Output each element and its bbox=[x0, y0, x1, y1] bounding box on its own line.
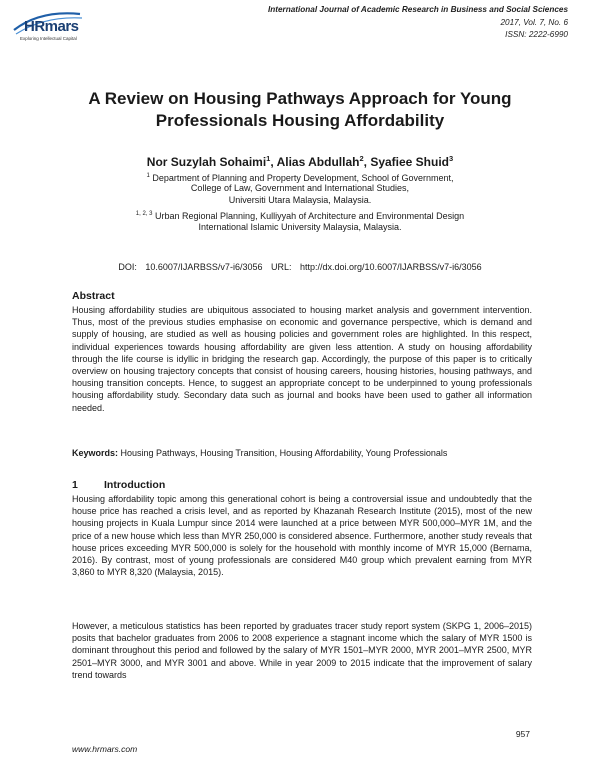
journal-issn: ISSN: 2222-6990 bbox=[505, 30, 568, 39]
title-line-1: A Review on Housing Pathways Approach for Young bbox=[88, 89, 512, 108]
affiliation-1-sup: 1 bbox=[146, 173, 150, 179]
doi-label: DOI: bbox=[118, 262, 137, 272]
abstract-heading: Abstract bbox=[72, 290, 115, 302]
doi-value[interactable]: 10.6007/IJARBSS/v7-i6/3056 bbox=[145, 262, 263, 272]
title-line-2: Professionals Housing Affordability bbox=[155, 111, 445, 130]
page-number: 957 bbox=[515, 729, 530, 739]
introduction-heading bbox=[72, 479, 165, 491]
affiliation-line-3: Universiti Utara Malaysia, Malaysia. bbox=[228, 195, 372, 205]
footer-url[interactable]: www.hrmars.com bbox=[72, 744, 138, 754]
author-1-sup: 1 bbox=[266, 154, 271, 163]
paragraph-text: However, a meticulous statistics has been reported by graduates tracer study report system (SKPG 1, 2006–2015) posits that bachelor graduates from 2006 to 2008 experience a stagnant income which the salary of MYR 1500 is dominant throughout this period and followed by the salary of MYR 1501–MYR 2000, MYR 2001–MYR 2500, MYR 2501–MYR 3000, and MYR 3001 and above. While in year 2009 to 2015 indicate that the improvement of salary trend towards bbox=[72, 621, 532, 680]
journal-name: International Journal of Academic Research in Business and Social Sciences bbox=[267, 5, 568, 14]
affiliation-1-text: Department of Planning and Property Development, School of Government, bbox=[152, 173, 454, 183]
affiliation-line-2: College of Law, Government and International Studies, bbox=[190, 183, 410, 193]
affiliation-line-4 bbox=[40, 209, 560, 223]
author-list: Nor Suzylah Sohaimi$^1$, Alias Abdullah$^2$, Syafiee Shuid$^3$ bbox=[146, 154, 454, 169]
keywords-label: Keywords: bbox=[72, 448, 119, 458]
author-2: Alias Abdullah bbox=[276, 155, 360, 169]
abstract-text: Housing affordability studies are ubiquitous associated to housing market analysis and government intervention. Thus, most of the previous studies emphasise on economic and governance perspective, which is demand and supply of housing, are studied as well as housing policies and government roles are highlighted. In this respect, individual experiences towards housing affordability are given less attention. A study on housing affordability through the life course is idyllic in bridging the research gap. Accordingly, the purpose of this paper is to critically overview on housing trajectory concepts that consist of housing careers, housing histories, housing pathways, and housing transition concepts. Hence, to suggest an appropriate concept to be underpinned to young professionals housing affordability study. Secondary data such as journal and books have been used to gather all information needed. bbox=[72, 305, 532, 413]
url-link[interactable]: http://dx.doi.org/10.6007/IJARBSS/v7-i6/3056 bbox=[300, 262, 482, 272]
introduction-paragraph-2 bbox=[72, 620, 532, 681]
author-3-sup: 3 bbox=[449, 154, 454, 163]
paper-title bbox=[40, 88, 560, 132]
affiliation-line-5: International Islamic University Malaysia, Malaysia. bbox=[198, 222, 402, 232]
doi-line bbox=[40, 262, 560, 272]
abstract-body bbox=[72, 304, 532, 414]
url-label: URL: bbox=[270, 262, 292, 272]
author-2-sup: 2 bbox=[359, 154, 364, 163]
keywords-text: Housing Pathways, Housing Transition, Housing Affordability, Young Professionals bbox=[120, 448, 448, 458]
journal-logo bbox=[10, 8, 130, 48]
affiliation-2-text: Urban Regional Planning, Kulliyyah of Architecture and Environmental Design bbox=[155, 211, 465, 221]
section-number: 1 bbox=[72, 479, 78, 491]
logo-tagline: Exploring Intellectual Capital bbox=[20, 36, 77, 41]
author-1: Nor Suzylah Sohaimi bbox=[146, 155, 267, 169]
journal-volume: 2017, Vol. 7, No. 6 bbox=[500, 18, 568, 27]
keywords-line bbox=[72, 448, 542, 458]
section-title: Introduction bbox=[104, 479, 166, 491]
author-3: Syafiee Shuid bbox=[370, 155, 450, 169]
logo-text: HRmars bbox=[24, 18, 79, 35]
introduction-paragraph-1 bbox=[72, 493, 532, 578]
affiliation-2-sup: 1, 2, 3 bbox=[135, 211, 153, 217]
paragraph-text: Housing affordability topic among this generational cohort is being a controversial issue and undoubtedly that the house price has reached a crisis level, and as reported by Khazanah Research Institute (2015), most of the new housing projects in Kuala Lumpur since 2014 were launched at a price between MYR 500,000–MYR 1M, and the price of a new house which less than MYR 250,000 is considered absence. Furthermore, another study reveals that house prices exceeding MYR 500,000 is solely for the household with monthly income of MYR 15,000 (Bernama, 2016). By contrast, most of young professionals are considered M40 group which prevalent earning from MYR 3,860 to MYR 8,320 (Malaysia, 2015). bbox=[72, 494, 532, 578]
